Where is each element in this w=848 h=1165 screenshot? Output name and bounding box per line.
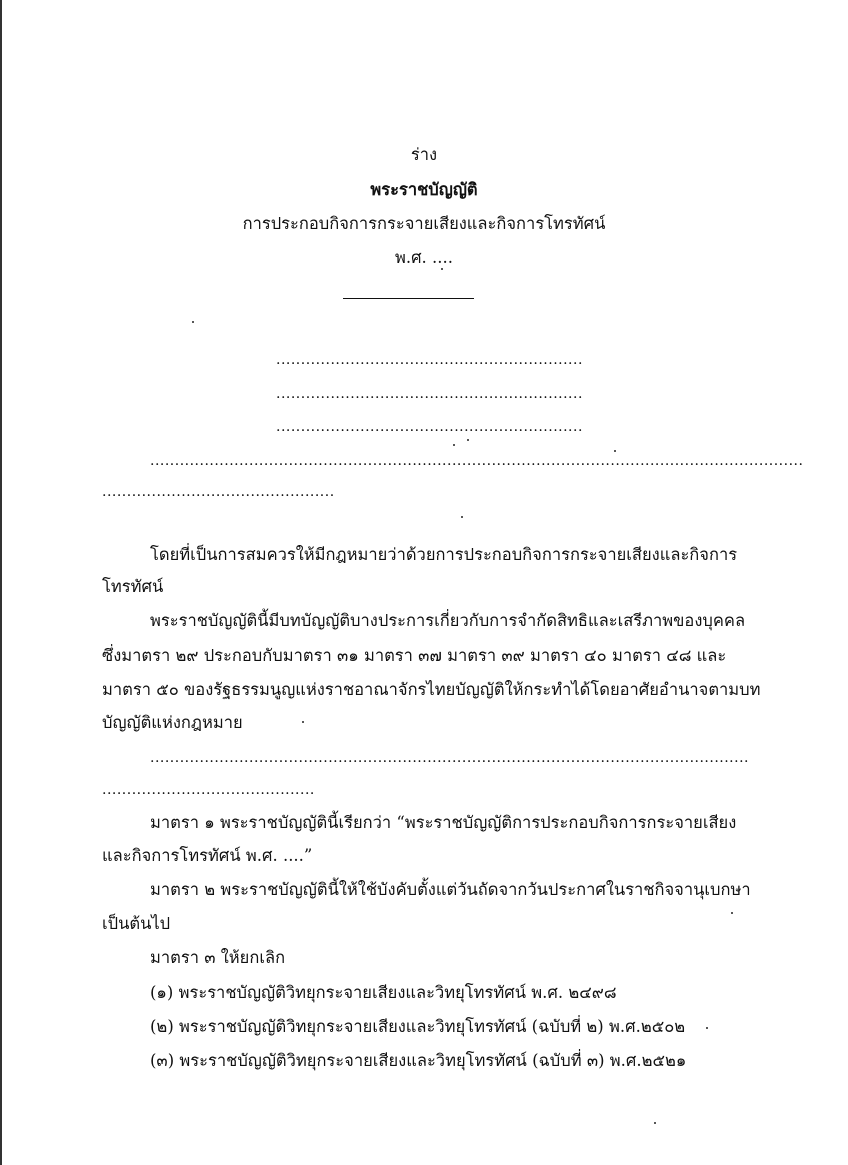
scan-speck (461, 516, 463, 518)
preamble-dots-2: .............................................................. (276, 386, 583, 402)
para2-line1: พระราชบัญญัตินี้มีบทบัญญัติบางประการเกี่ยวกับการจำกัดสิทธิและเสรีภาพของบุคคล (150, 611, 746, 630)
repeal-item-2: (๒) พระราชบัญญัติวิทยุกระจายเสียงและวิทยุโทรทัศน์ (ฉบับที่ ๒) พ.ศ.๒๕๐๒ (150, 1017, 686, 1036)
scan-speck (614, 450, 616, 452)
scan-speck (467, 439, 469, 441)
para1-line2: โทรทัศน์ (102, 577, 164, 596)
act-year: พ.ศ. .... (394, 248, 454, 267)
title-divider (343, 298, 474, 299)
preamble-dots-4: .................................................................................................................................... (150, 453, 804, 469)
act-subject: การประกอบกิจการกระจายเสียงและกิจการโทรทัศน์ (242, 214, 606, 233)
scan-speck (731, 912, 733, 914)
act-title: พระราชบัญญัติ (370, 180, 478, 199)
scan-speck (706, 1027, 708, 1029)
preamble-dots-3: .............................................................. (276, 419, 583, 435)
repeal-item-3: (๓) พระราชบัญญัติวิทยุกระจายเสียงและวิทยุโทรทัศน์ (ฉบับที่ ๓) พ.ศ.๒๕๒๑ (150, 1051, 687, 1070)
para2-line4: บัญญัติแห่งกฎหมาย (102, 713, 243, 732)
scan-speck (302, 721, 304, 723)
section2-line2: เป็นต้นไป (102, 914, 171, 933)
para3-dots-2: ........................................... (102, 782, 315, 798)
para2-line2: ซึ่งมาตรา ๒๙ ประกอบกับมาตรา ๓๑ มาตรา ๓๗ มาตรา ๓๙ มาตรา ๔๐ มาตรา ๔๘ และ (102, 646, 727, 665)
scan-speck (441, 268, 443, 270)
preamble-dots-5: ............................................... (102, 484, 335, 500)
preamble-dots-1: .............................................................. (276, 352, 583, 368)
scan-edge (0, 0, 2, 1165)
scan-speck (453, 444, 455, 446)
para2-line3: มาตรา ๕๐ ของรัฐธรรมนูญแห่งราชอาณาจักรไทยบัญญัติให้กระทำได้โดยอาศัยอำนาจตามบท (102, 680, 761, 699)
section2-line1: มาตรา ๒ พระราชบัญญัตินี้ให้ใช้บังคับตั้งแต่วันถัดจากวันประกาศในราชกิจจานุเบกษา (150, 880, 751, 899)
scan-speck (654, 1122, 656, 1124)
para3-dots-1: ......................................................................................................................... (150, 750, 749, 766)
section1-line2: และกิจการโทรทัศน์ พ.ศ. ....” (102, 846, 313, 865)
para1-line1: โดยที่เป็นการสมควรให้มีกฎหมายว่าด้วยการประกอบกิจการกระจายเสียงและกิจการ (150, 545, 738, 564)
section1-line1: มาตรา ๑ พระราชบัญญัตินี้เรียกว่า “พระราชบัญญัติการประกอบกิจการกระจายเสียง (150, 813, 737, 832)
repeal-item-1: (๑) พระราชบัญญัติวิทยุกระจายเสียงและวิทยุโทรทัศน์ พ.ศ. ๒๔๙๘ (150, 983, 617, 1002)
section3-line1: มาตรา ๓ ให้ยกเลิก (150, 948, 286, 967)
scan-speck (192, 321, 194, 323)
draft-label: ร่าง (410, 145, 438, 164)
